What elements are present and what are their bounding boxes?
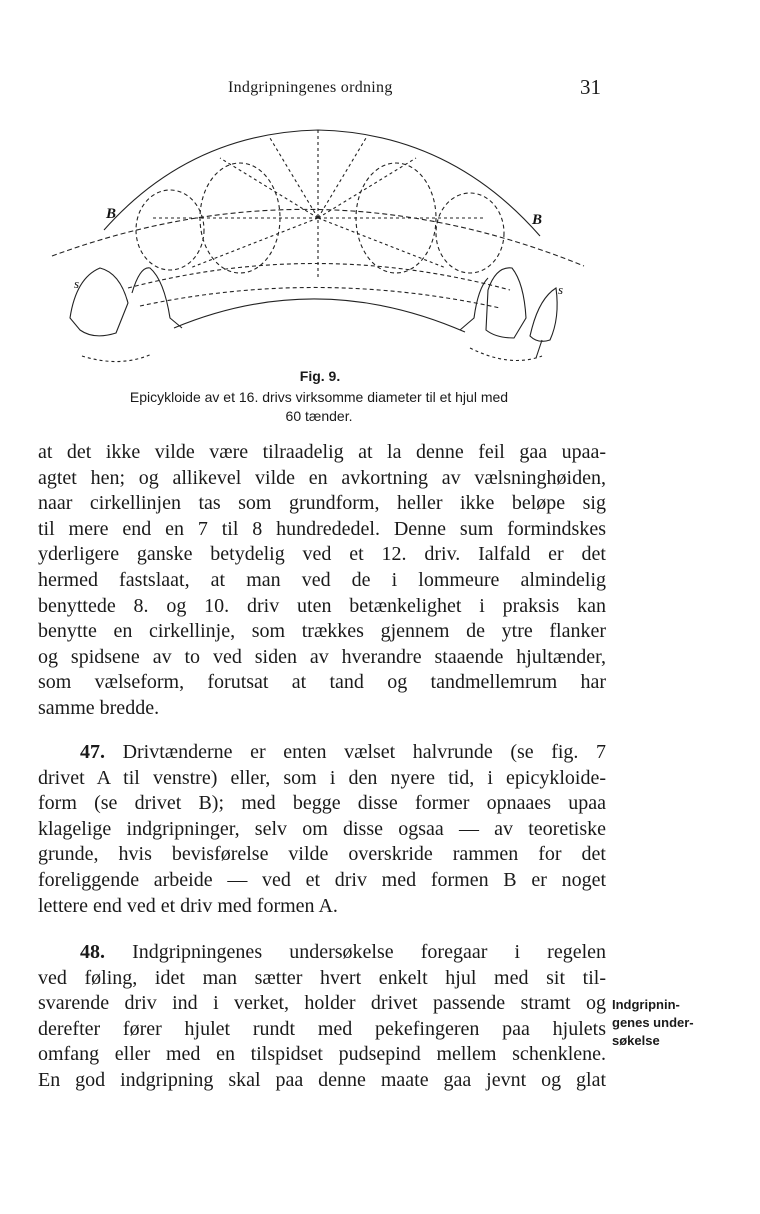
- gear-tooth-right: [486, 268, 526, 338]
- text-line: naar cirkellinjen tas som grundform, heller ikke beløpe sig: [38, 492, 606, 515]
- text-line: samme bredde.: [38, 696, 160, 719]
- radial-line: [318, 138, 366, 218]
- rolling-circle: [436, 193, 504, 273]
- text-line: drivet A til venstre) eller, som i den nyere tid, i epicykloide-: [38, 766, 606, 789]
- text-line: som vælseform, forutsat at tand og tandmellemrum har: [38, 671, 606, 694]
- text-line: yderligere ganske betydelig ved et 12. driv. Ialfald er det: [38, 543, 606, 566]
- text-line: at det ikke vilde være tilraadelig at la denne feil gaa upaa-: [38, 441, 606, 463]
- epicycloid-figure: [40, 118, 600, 378]
- text-line: 48. Indgripningenes undersøkelse foregaar i regelen: [80, 941, 607, 963]
- margin-note-line: søkelse: [612, 1033, 660, 1048]
- text-line: og spidsene av to ved siden av hverandre staaende hjultænder,: [38, 645, 606, 668]
- figure-letter-b-left: B: [106, 206, 117, 222]
- running-header: Indgripningenes ordning: [228, 79, 393, 96]
- text-line: benyttede 8. og 10. driv uten betænkelighet i praksis kan: [38, 594, 606, 617]
- page-number: 31: [580, 75, 601, 99]
- rolling-circle: [136, 190, 204, 270]
- text-line: derefter fører hjulet rundt med pekefingeren paa hjulets: [38, 1017, 606, 1040]
- text-line: foreliggende arbeide — ved et driv med formen B er noget: [38, 868, 606, 891]
- gear-tooth-right-2: [460, 278, 488, 330]
- text-line: til mere end en 7 til 8 hundrededel. Denne sum formindskes: [38, 517, 606, 540]
- wheel-rim: [104, 130, 543, 236]
- radial-line: [318, 218, 446, 268]
- gear-tooth-left-2: [132, 268, 182, 328]
- figure-caption: [40, 388, 598, 426]
- text-line: 47. Drivtænderne er enten vælset halvrunde (se fig. 7: [80, 741, 606, 763]
- text-line: grunde, hvis bevisførelse vilde overskride rammen for det: [38, 843, 606, 866]
- radial-line: [270, 138, 318, 218]
- figure-letter-b-right: B: [532, 212, 543, 228]
- text-line: benytte en cirkellinje, som trækkes gjennem de ytre flanker: [38, 620, 606, 643]
- margin-note: [612, 996, 722, 1050]
- figure-label: Fig. 9.: [299, 368, 341, 384]
- margin-note-line: Indgripnin-: [612, 997, 680, 1012]
- text-line: hermed fastslaat, at man ved de i lommeure almindelig: [38, 568, 606, 591]
- paragraph-48: [38, 940, 606, 1094]
- radial-line: [190, 218, 318, 268]
- paragraph-number: 48.: [80, 941, 105, 963]
- radial-line: [318, 158, 416, 218]
- text-line: En god indgripning skal paa denne maate gaa jevnt og glat: [38, 1068, 606, 1091]
- text-line: omfang eller med en tilspidset pudsepind mellem schenklene.: [38, 1043, 606, 1066]
- paragraph-number: 47.: [80, 741, 105, 763]
- wheel-edge-right: [470, 348, 542, 361]
- text-line: klagelige indgripninger, selv om disse ogsaa — av teoretiske: [38, 817, 606, 840]
- inner-arc-solid: [174, 299, 465, 332]
- figure-caption-line: Epicykloide av et 16. drivs virksomme diameter til et hjul med: [129, 389, 509, 405]
- wheel-edge-right-tail: [536, 340, 542, 358]
- text-line: form (se drivet B); med begge disse former opnaaes upaa: [38, 792, 606, 815]
- inner-arc-2: [140, 287, 500, 308]
- figure-caption-line: 60 tænder.: [285, 408, 353, 424]
- paragraph-47: [38, 740, 606, 919]
- figure-letter-s-left: s: [74, 276, 80, 291]
- text-line: ved føling, idet man sætter hvert enkelt hjul med sit til-: [38, 966, 606, 989]
- text-line: lettere end ved et driv med formen A.: [38, 894, 338, 917]
- text-line: agtet hen; og allikevel vilde en avkortning av vælsninghøiden,: [38, 466, 606, 489]
- wheel-edge-left: [82, 354, 152, 362]
- inner-arc-1: [128, 263, 510, 290]
- text-line: svarende driv ind i verket, holder drivet passende stramt og: [38, 992, 606, 1015]
- gear-tooth-right-3: [530, 288, 557, 341]
- paragraph-continuation: [38, 440, 606, 722]
- margin-note-line: genes under-: [612, 1015, 694, 1030]
- figure-letter-s-right: s: [558, 282, 564, 297]
